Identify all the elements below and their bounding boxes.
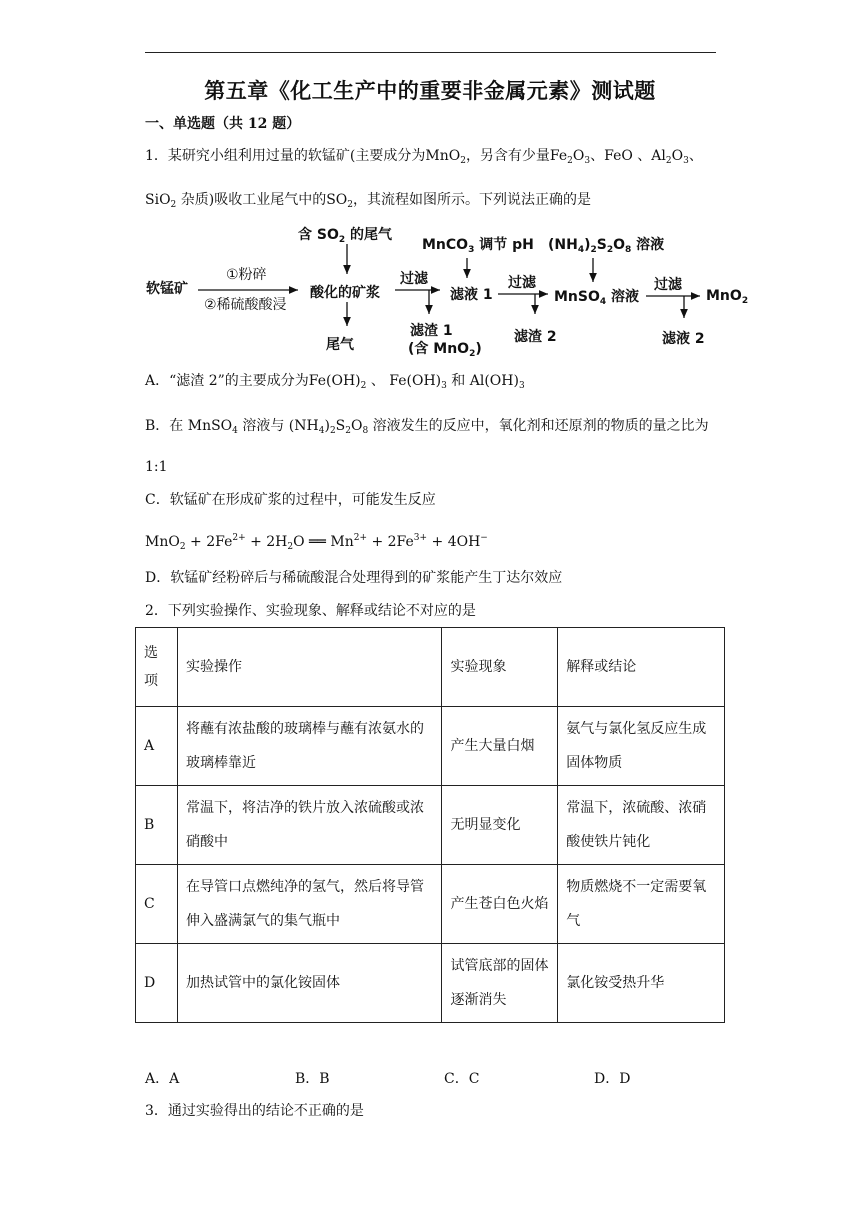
- table-header-row: [136, 628, 725, 707]
- q1-stem-line1: 1．某研究小组利用过量的软锰矿(主要成分为MnO$_2$，另含有少量$Fe_2O_3$、FeO 、$Al_2O_3$、: [145, 148, 703, 166]
- flow-mnco3: MnCO$_3$ 调节 pH: [422, 237, 534, 255]
- table-row: [136, 707, 725, 786]
- q1-option-c: C．软锰矿在形成矿浆的过程中，可能发生反应: [145, 492, 436, 508]
- table-row: [136, 865, 725, 944]
- table-row: [136, 786, 725, 865]
- flow-residue-1-note: (含 MnO$_2$): [408, 341, 482, 359]
- flow-persulfate: $(NH_4)_2S_2O_8$ 溶液: [548, 237, 665, 255]
- q2-option-d: D．D: [594, 1071, 631, 1087]
- table-cell: 产生大量白烟: [442, 707, 558, 786]
- flow-filtrate-2: 滤液 2: [662, 331, 705, 347]
- flow-mnso4: MnSO$_4$ 溶液: [554, 289, 640, 307]
- flow-filter-2: 过滤: [508, 275, 536, 291]
- table-cell: D: [136, 944, 178, 1023]
- q1-option-a: A．“滤渣 2”的主要成分为$Fe(OH)_2$ 、 $Fe(OH)_3$ 和 $Al(OH)_3$: [145, 373, 525, 391]
- q1-stem-line2: SiO$_2$ 杂质)吸收工业尾气中的$SO_2$，其流程如图所示。下列说法正确的是: [145, 192, 591, 210]
- q1-option-d: D．软锰矿经粉碎后与稀硫酸混合处理得到的矿浆能产生丁达尔效应: [145, 570, 563, 586]
- q2-option-c: C．C: [444, 1071, 480, 1087]
- table-cell: 产生苍白色火焰: [442, 865, 558, 944]
- table-cell: 无明显变化: [442, 786, 558, 865]
- flow-filter-1: 过滤: [400, 271, 428, 287]
- table-cell: A: [136, 707, 178, 786]
- q3-stem: 3．通过实验得出的结论不正确的是: [145, 1103, 364, 1119]
- flow-step1: ①粉碎: [226, 267, 267, 283]
- header-cell: 实验现象: [442, 628, 558, 707]
- flow-slurry: 酸化的矿浆: [310, 285, 380, 301]
- q2-option-b: B．B: [295, 1071, 330, 1087]
- q1-option-b-line2: 1:1: [145, 459, 168, 475]
- q1-option-b: B．在 MnSO$_4$ 溶液与 $(NH_4)_2S_2O_8$ 溶液发生的反应中，氧化剂和还原剂的物质的量之比为: [145, 418, 709, 436]
- flow-step2: ②稀硫酸酸浸: [204, 297, 287, 313]
- table-cell: B: [136, 786, 178, 865]
- q1-option-c-equation: $MnO_2 + 2Fe^{2+} + 2H_2O$ ══ $Mn^{2+} + 2Fe^{3+} + 4OH^-$: [145, 533, 488, 552]
- table-cell: 氨气与氯化氢反应生成固体物质: [558, 707, 725, 786]
- q2-stem: 2．下列实验操作、实验现象、解释或结论不对应的是: [145, 603, 476, 619]
- q2-table: [135, 627, 725, 1023]
- table-row: [136, 944, 725, 1023]
- table-cell: 物质燃烧不一定需要氧气: [558, 865, 725, 944]
- flow-gas-in: 含 $SO_2$ 的尾气: [298, 227, 392, 245]
- flow-gas-out: 尾气: [326, 337, 354, 353]
- table-cell: 氯化铵受热升华: [558, 944, 725, 1023]
- header-cell: 实验操作: [177, 628, 441, 707]
- flow-start: 软锰矿: [146, 281, 188, 297]
- process-flow-diagram: [140, 222, 750, 362]
- flow-product: MnO$_2$: [706, 288, 749, 306]
- table-cell: 在导管口点燃纯净的氢气，然后将导管伸入盛满氯气的集气瓶中: [177, 865, 441, 944]
- table-cell: 加热试管中的氯化铵固体: [177, 944, 441, 1023]
- section-heading: 一、单选题（共 12 题）: [145, 116, 301, 132]
- table-cell: 将蘸有浓盐酸的玻璃棒与蘸有浓氨水的玻璃棒靠近: [177, 707, 441, 786]
- flow-filter-3: 过滤: [654, 277, 682, 293]
- table-cell: C: [136, 865, 178, 944]
- flow-residue-1: 滤渣 1: [410, 323, 453, 339]
- flow-filtrate-1: 滤液 1: [450, 287, 493, 303]
- header-cell: 选项: [136, 628, 178, 707]
- header-rule: [145, 52, 716, 53]
- flow-residue-2: 滤渣 2: [514, 329, 557, 345]
- table-cell: 常温下，浓硫酸、浓硝酸使铁片钝化: [558, 786, 725, 865]
- header-cell: 解释或结论: [558, 628, 725, 707]
- q2-option-a: A．A: [145, 1071, 180, 1087]
- table-cell: 试管底部的固体逐渐消失: [442, 944, 558, 1023]
- table-cell: 常温下，将洁净的铁片放入浓硫酸或浓硝酸中: [177, 786, 441, 865]
- page-title: 第五章《化工生产中的重要非金属元素》测试题: [204, 78, 656, 103]
